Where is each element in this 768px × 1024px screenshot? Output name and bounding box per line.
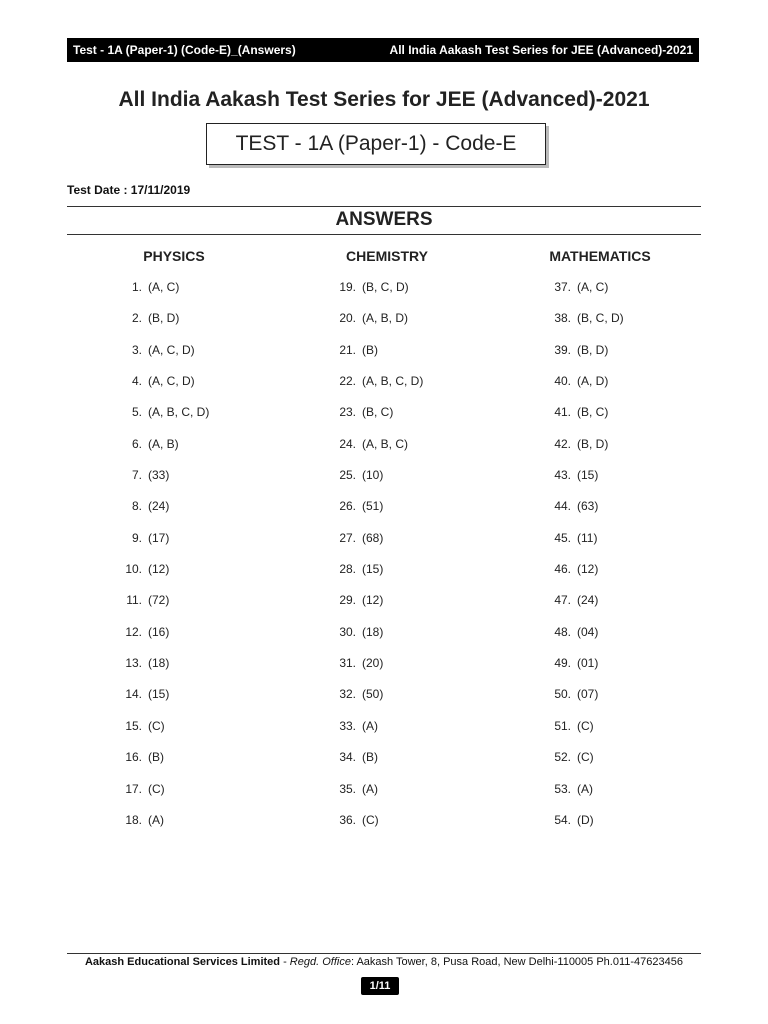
question-number: 29. — [339, 593, 356, 608]
answer-value: (B, D) — [577, 436, 609, 451]
question-number: 45. — [554, 530, 571, 545]
question-number: 50. — [554, 687, 571, 702]
question-number: 32. — [339, 687, 356, 702]
question-number: 13. — [125, 656, 142, 671]
answer-value: (A, D) — [577, 374, 609, 389]
answer-value: (B) — [362, 750, 378, 765]
question-number: 25. — [339, 468, 356, 483]
answer-value: (20) — [362, 656, 384, 671]
question-number: 4. — [131, 374, 142, 389]
footer-company: Aakash Educational Services Limited — [84, 956, 281, 968]
answer-value: (B, C, D) — [577, 311, 624, 326]
question-number: 47. — [554, 593, 571, 608]
answer-value: (63) — [577, 499, 599, 514]
question-number: 1. — [131, 280, 142, 294]
question-number: 41. — [554, 405, 571, 420]
question-number: 28. — [339, 562, 356, 577]
answer-value: (11) — [577, 530, 598, 545]
answer-value: (A) — [362, 718, 378, 733]
answer-value: (C) — [577, 750, 594, 765]
question-number: 52. — [554, 750, 571, 765]
mathematics-heading: MATHEMATICS — [549, 248, 651, 264]
question-number: 42. — [554, 436, 571, 451]
answer-value: (72) — [148, 593, 170, 608]
question-number: 20. — [339, 311, 356, 326]
question-number: 26. — [339, 499, 356, 514]
answer-value: (24) — [577, 593, 599, 608]
question-number: 39. — [554, 342, 571, 357]
test-date: Test Date : 17/11/2019 — [67, 183, 191, 197]
question-number: 3. — [131, 342, 142, 357]
answer-value: (B, C, D) — [362, 280, 409, 294]
answer-value: (B, D) — [577, 342, 609, 357]
question-number: 15. — [125, 718, 142, 733]
answer-value: (A) — [362, 781, 378, 796]
answer-value: (A, C) — [577, 280, 609, 294]
answer-value: (A, B, D) — [362, 311, 409, 326]
question-number: 34. — [339, 750, 356, 765]
question-number: 44. — [554, 499, 571, 514]
header-right: All India Aakash Test Series for JEE (Advanced)-2021 — [389, 43, 693, 57]
test-code-box: TEST - 1A (Paper-1) - Code-E — [206, 123, 546, 165]
footer-regd-label: Regd. Office — [289, 956, 351, 968]
question-number: 37. — [554, 280, 571, 294]
question-number: 16. — [125, 750, 142, 765]
question-number: 8. — [131, 499, 142, 514]
answer-value: (12) — [148, 562, 170, 577]
question-number: 54. — [554, 812, 571, 827]
answer-value: (B) — [148, 750, 164, 765]
question-number: 40. — [554, 374, 571, 389]
answer-value: (C) — [577, 718, 594, 733]
answer-value: (A, B, C, D) — [362, 374, 424, 389]
answer-value: (15) — [577, 468, 599, 483]
answer-value: (C) — [148, 781, 165, 796]
question-number: 19. — [339, 280, 356, 294]
question-number: 6. — [131, 436, 142, 451]
page-title: All India Aakash Test Series for JEE (Advanced)-2021 — [118, 88, 650, 111]
question-number: 30. — [339, 624, 356, 639]
answer-value: (04) — [577, 624, 599, 639]
question-number: 7. — [131, 468, 142, 483]
question-number: 38. — [554, 311, 571, 326]
answer-value: (B, C) — [577, 405, 609, 420]
answer-value: (33) — [148, 468, 170, 483]
question-number: 31. — [339, 656, 356, 671]
question-number: 23. — [339, 405, 356, 420]
answer-value: (A, C) — [148, 280, 180, 294]
physics-heading: PHYSICS — [143, 248, 205, 264]
question-number: 53. — [554, 781, 571, 796]
answer-value: (A) — [577, 781, 593, 796]
chemistry-heading: CHEMISTRY — [346, 248, 428, 264]
answer-value: (07) — [577, 687, 599, 702]
divider-bottom — [67, 234, 701, 235]
question-number: 48. — [554, 624, 571, 639]
page-number-badge: 1/11 — [361, 977, 399, 995]
answer-value: (A, C, D) — [148, 342, 195, 357]
answer-value: (A, B, C) — [362, 436, 409, 451]
answer-value: (A, B, C, D) — [148, 405, 210, 420]
question-number: 27. — [339, 530, 356, 545]
answer-value: (B) — [362, 342, 378, 357]
answer-value: (C) — [362, 812, 379, 827]
answer-value: (18) — [148, 656, 170, 671]
footer — [0, 956, 768, 968]
footer-divider — [67, 953, 701, 954]
answer-value: (17) — [148, 530, 170, 545]
question-number: 36. — [339, 812, 356, 827]
question-number: 18. — [125, 812, 142, 827]
footer-address: : Aakash Tower, 8, Pusa Road, New Delhi-110005 Ph.011-47623456 — [350, 956, 683, 968]
answer-value: (16) — [148, 624, 170, 639]
question-number: 11. — [126, 593, 142, 608]
question-number: 5. — [131, 405, 142, 420]
running-header — [67, 38, 699, 62]
question-number: 51. — [554, 718, 571, 733]
header-left: Test - 1A (Paper-1) (Code-E)_(Answers) — [73, 43, 296, 57]
answer-value: (D) — [577, 812, 594, 827]
answer-value: (A, C, D) — [148, 374, 195, 389]
answer-value: (12) — [577, 562, 599, 577]
question-number: 14. — [125, 687, 142, 702]
answer-value: (B, D) — [148, 311, 180, 326]
question-number: 24. — [339, 436, 356, 451]
question-number: 33. — [339, 718, 356, 733]
question-number: 2. — [131, 311, 142, 326]
question-number: 22. — [339, 374, 356, 389]
answer-value: (15) — [148, 687, 170, 702]
answer-value: (15) — [362, 562, 384, 577]
answer-value: (24) — [148, 499, 170, 514]
answer-value: (12) — [362, 593, 384, 608]
answers-heading: ANSWERS — [335, 209, 433, 230]
answer-value: (50) — [362, 687, 384, 702]
answer-value: (68) — [362, 530, 384, 545]
question-number: 43. — [554, 468, 571, 483]
answer-value: (B, C) — [362, 405, 394, 420]
divider-top — [67, 206, 701, 207]
question-number: 12. — [125, 624, 142, 639]
answer-value: (01) — [577, 656, 599, 671]
question-number: 46. — [554, 562, 571, 577]
answer-value: (10) — [362, 468, 384, 483]
footer-sep: - — [280, 956, 290, 968]
question-number: 17. — [125, 781, 142, 796]
question-number: 9. — [131, 530, 142, 545]
answer-value: (C) — [148, 718, 165, 733]
question-number: 10. — [125, 562, 142, 577]
answer-value: (18) — [362, 624, 384, 639]
answer-value: (51) — [362, 499, 384, 514]
question-number: 49. — [554, 656, 571, 671]
question-number: 21. — [339, 342, 356, 357]
question-number: 35. — [339, 781, 356, 796]
answer-value: (A) — [148, 812, 164, 827]
answer-value: (A, B) — [148, 436, 179, 451]
